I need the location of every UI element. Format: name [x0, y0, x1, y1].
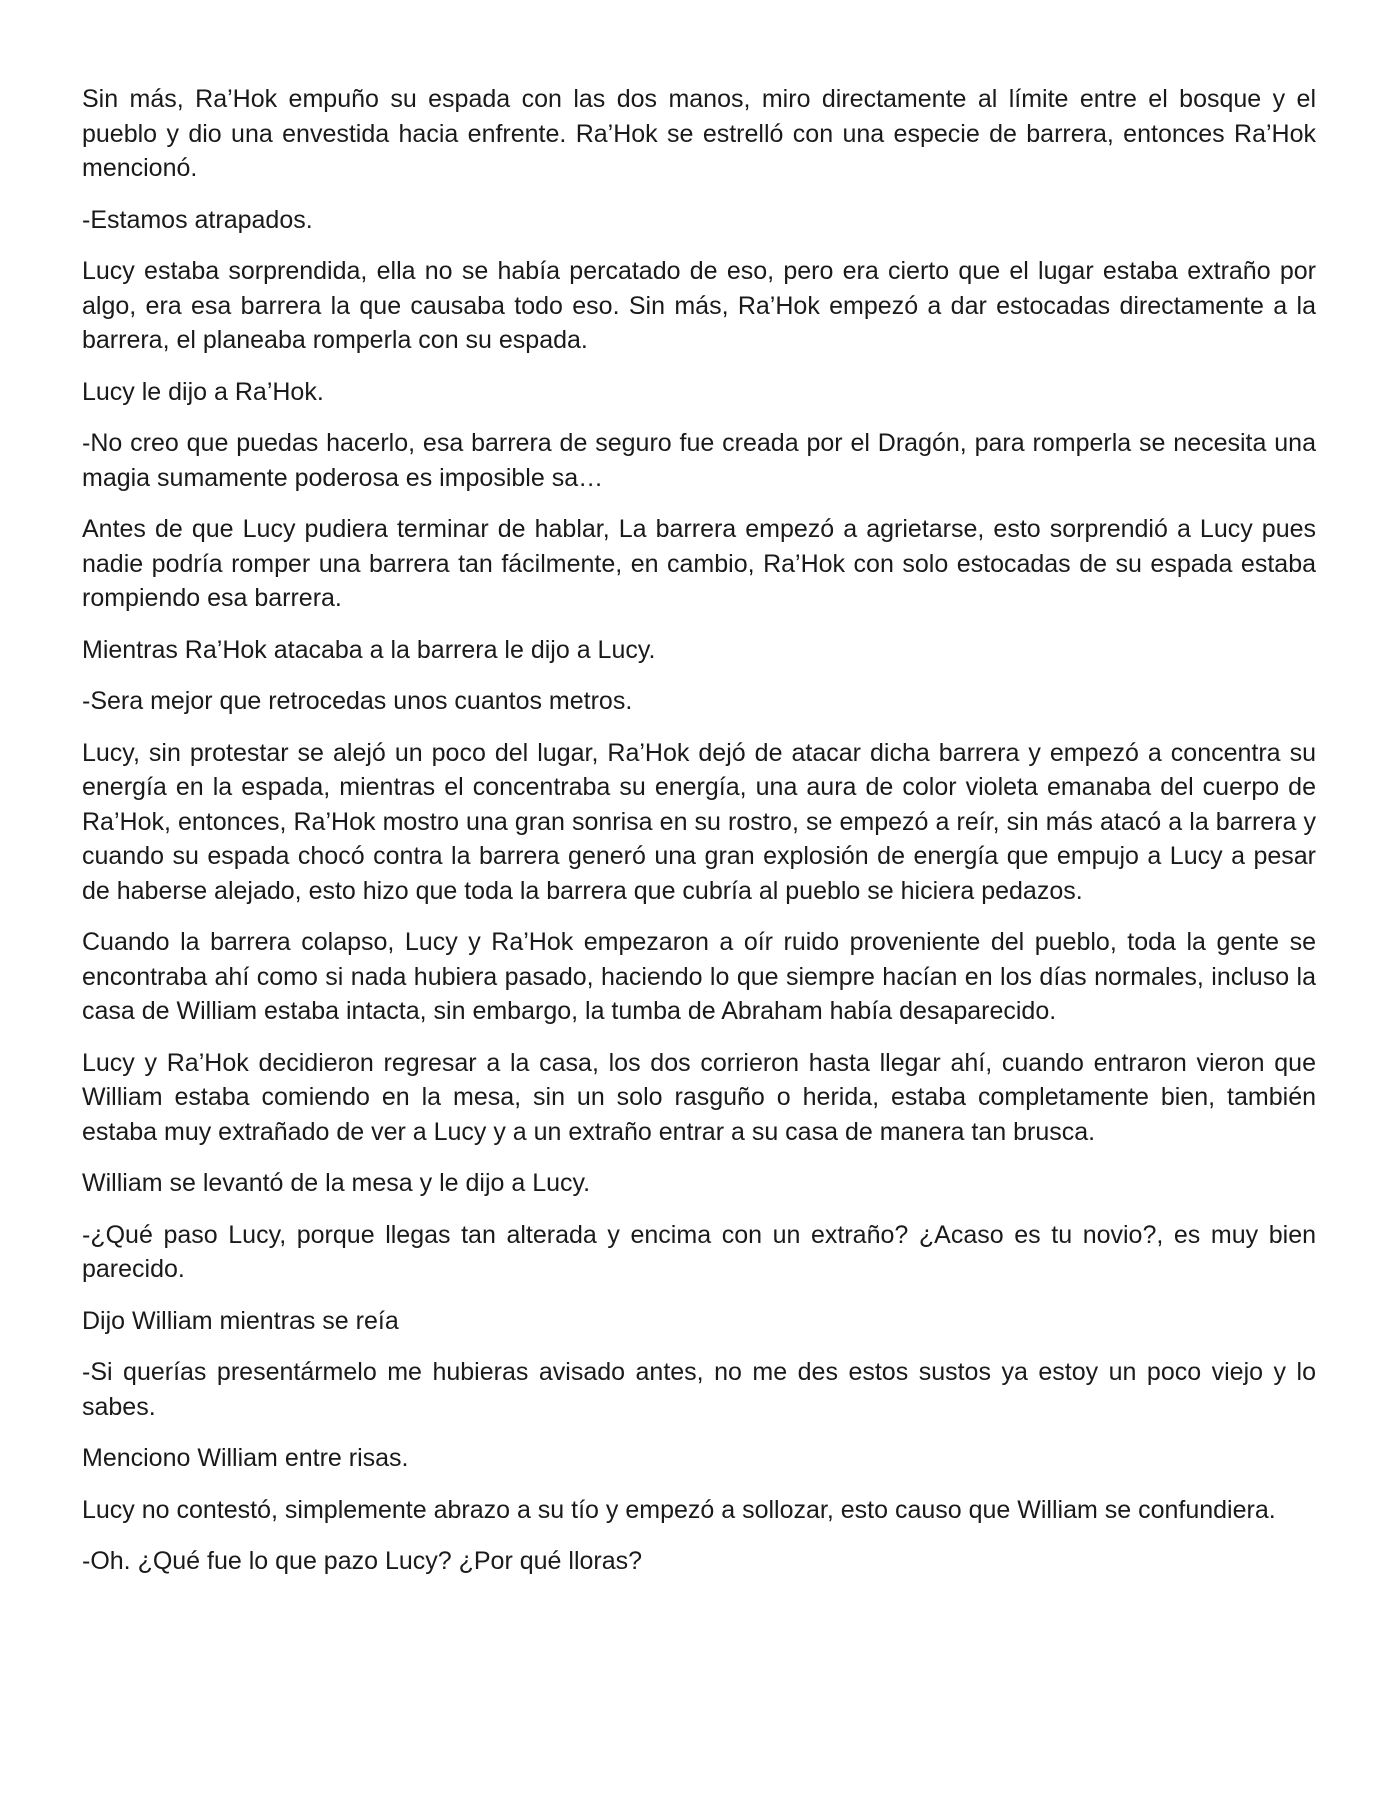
paragraph: Lucy le dijo a Ra’Hok. — [82, 377, 324, 406]
paragraph: -Si querías presentármelo me hubieras avisado antes, no me des estos sustos ya estoy un poco viejo y lo sabes. — [82, 1358, 1316, 1421]
paragraph: -Estamos atrapados. — [82, 205, 313, 234]
paragraph: Cuando la barrera colapso, Lucy y Ra’Hok empezaron a oír ruido proveniente del pueblo, toda la gente se encontraba ahí como si nada hubiera pasado, haciendo lo que siempre hacían en los días normales, incluso la casa de William estaba intacta, sin embargo, la tumba de Abraham había desaparecido. — [82, 928, 1316, 1025]
paragraph: -¿Qué paso Lucy, porque llegas tan alterada y encima con un extraño? ¿Acaso es tu novio?, es muy bien parecido. — [82, 1220, 1316, 1283]
paragraph: Lucy y Ra’Hok decidieron regresar a la casa, los dos corrieron hasta llegar ahí, cuando entraron vieron que William estaba comiendo en la mesa, sin un solo rasguño o herida, estaba completamente bien, también estaba muy extrañado de ver a Lucy y a un extraño entrar a su casa de manera tan brusca. — [82, 1048, 1316, 1146]
paragraph: Lucy, sin protestar se alejó un poco del lugar, Ra’Hok dejó de atacar dicha barrera y empezó a concentra su energía en la espada, mientras el concentraba su energía, una aura de color violeta emanaba del cuerpo de Ra’Hok, entonces, Ra’Hok mostro una gran sonrisa en su rostro, se empezó a reír, sin más atacó a la barrera y cuando su espada chocó contra la barrera generó una gran explosión de energía que empujo a Lucy a pesar de haberse alejado, esto hizo que toda la barrera que cubría al pueblo se hiciera pedazos. — [82, 738, 1316, 905]
paragraph: -Sera mejor que retrocedas unos cuantos metros. — [82, 687, 633, 715]
paragraph: Menciono William entre risas. — [82, 1444, 409, 1472]
paragraph: Lucy no contestó, simplemente abrazo a su tío y empezó a sollozar, esto causo que William se confundiera. — [82, 1495, 1276, 1524]
paragraph: -No creo que puedas hacerlo, esa barrera de seguro fue creada por el Dragón, para romperla se necesita una magia sumamente poderosa es imposible sa… — [82, 429, 1316, 492]
paragraph: Lucy estaba sorprendida, ella no se había percatado de eso, pero era cierto que el lugar estaba extraño por algo, era esa barrera la que causaba todo eso. Sin más, Ra’Hok empezó a dar estocadas directamente a la barrera, el planeaba romperla con su espada. — [82, 257, 1316, 354]
paragraph: Antes de que Lucy pudiera terminar de hablar, La barrera empezó a agrietarse, esto sorprendió a Lucy pues nadie podría romper una barrera tan fácilmente, en cambio, Ra’Hok con solo estocadas de su espada estaba rompiendo esa barrera. — [82, 515, 1316, 612]
document-body — [82, 82, 1316, 1596]
paragraph: Dijo William mientras se reía — [82, 1306, 399, 1335]
paragraph: Mientras Ra’Hok atacaba a la barrera le dijo a Lucy. — [82, 635, 656, 664]
paragraph: Sin más, Ra’Hok empuño su espada con las dos manos, miro directamente al límite entre el bosque y el pueblo y dio una envestida hacia enfrente. Ra’Hok se estrelló con una especie de barrera, entonces Ra’Hok mencionó. — [82, 85, 1316, 182]
paragraph: -Oh. ¿Qué fue lo que pazo Lucy? ¿Por qué lloras? — [82, 1547, 643, 1575]
paragraph: William se levantó de la mesa y le dijo a Lucy. — [82, 1169, 591, 1197]
